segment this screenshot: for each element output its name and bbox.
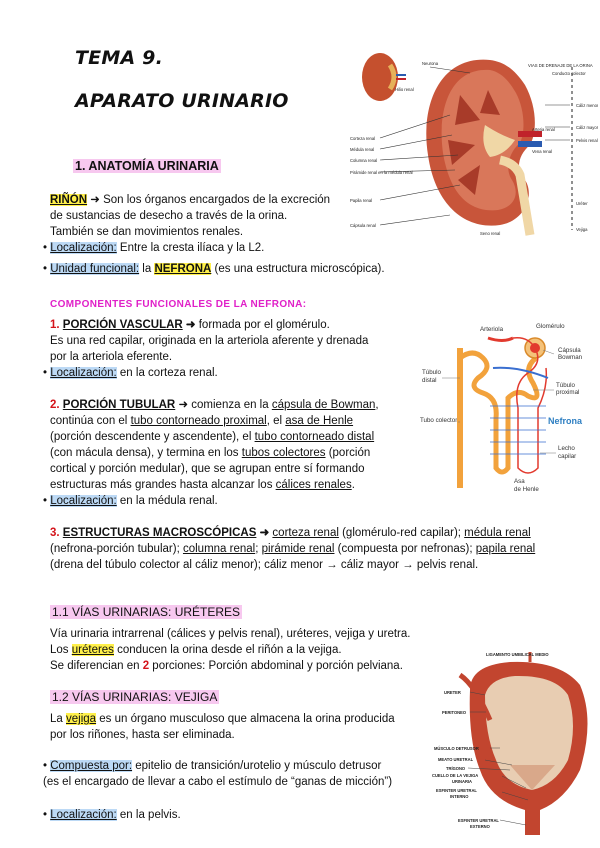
porcion-tubular-localizacion: • Localización: en la médula renal.	[43, 495, 218, 507]
kidney-label-vena: Vena renal	[532, 149, 553, 154]
kidney-label-caliz-mayor: Cáliz mayor	[576, 125, 598, 130]
vejiga-localizacion: • Localización: en la pelvis.	[43, 809, 181, 821]
nephron-label-nefrona: Nefrona	[548, 416, 583, 426]
unidad-funcional: • Unidad funcional: la NEFRONA (es una estructura microscópica).	[43, 263, 385, 275]
nefrona-term: NEFRONA	[154, 263, 212, 275]
bladder-label-esf-int-1: ESFINTER URETRAL	[436, 788, 477, 793]
kidney-label-pelvis: Pelvis renal	[576, 138, 598, 143]
kidney-label-arteria: Arteria renal	[532, 127, 555, 132]
kidney-label-caliz-menor: Cáliz menor	[576, 103, 598, 108]
nephron-label-arteriola: Arteriola	[480, 326, 504, 333]
section-heading-anatomia: 1. ANATOMÍA URINARIA	[75, 159, 219, 173]
bladder-label-esf-ext-1: ESFINTER URETRAL	[458, 818, 499, 823]
kidney-label-ureter: Uréter	[576, 201, 588, 206]
kidney-label-conducto: Conducto colector	[552, 71, 586, 76]
nephron-label-lecho-2: capilar	[558, 453, 577, 460]
vejiga-compuesta-line-2: (es el encargado de llevar a cabo el estímulo de “ganas de micción”)	[43, 776, 393, 788]
estructuras-line-1: 3. ESTRUCTURAS MACROSCÓPICAS ➜ corteza renal (glomérulo-red capilar); médula renal	[50, 527, 531, 539]
bladder-label-cuello-2: URINARIA	[452, 779, 473, 784]
ureteres-line-1: Vía urinaria intrarrenal (cálices y pelvis renal), uréteres, vejiga y uretra.	[50, 628, 411, 640]
nephron-label-capsula: Cápsula	[558, 347, 581, 354]
section-heading-vejiga: 1.2 VÍAS URINARIAS: VEJIGA	[52, 690, 218, 704]
bladder-label-esf-int-2: INTERNO	[450, 794, 469, 799]
estructuras-line-2: (nefrona-porción tubular); columna renal; pirámide renal (compuesta por nefronas); papila renal	[50, 543, 536, 555]
rinon-line-1: RIÑÓN ➜ Son los órganos encargados de la excreción	[50, 194, 331, 206]
vejiga-term: vejiga	[66, 713, 97, 725]
vejiga-line-2: por los riñones, hasta ser eliminada.	[50, 729, 235, 741]
bladder-label-trigono: TRÍGONO	[446, 766, 466, 771]
rinon-term: RIÑÓN	[50, 194, 88, 206]
nephron-label-asa-2: de Henle	[514, 486, 539, 493]
kidney-label-hilio: Hilio renal	[395, 87, 414, 92]
porcion-vascular-line-1: 1. PORCIÓN VASCULAR ➜ formada por el glomérulo.	[50, 319, 330, 331]
bladder-label-peritoneo: PERITONEO	[442, 710, 467, 715]
kidney-label-piramide: Pirámide renal en la médula renal	[350, 170, 413, 175]
kidney-label-columna: Columna renal	[350, 158, 378, 163]
bladder-label-meato: MEATO URETRAL	[438, 757, 474, 762]
porcion-vascular-line-3: por la arteriola eferente.	[50, 351, 173, 363]
kidney-label-vias: VIAS DE DRENAJE DE LA ORINA	[528, 63, 593, 68]
nephron-label-glomerulo: Glomérulo	[536, 323, 565, 330]
bladder-label-ureter: URETER	[444, 690, 461, 695]
nephron-label-tprox-2: proximal	[556, 389, 580, 396]
kidney-label-neurona: Neurona	[422, 61, 439, 66]
porcion-vascular-term: PORCIÓN VASCULAR	[62, 319, 183, 331]
kidney-label-corteza: Corteza renal	[350, 136, 376, 141]
porcion-tubular-line-5: cortical y porción medular), que se agrupan entre sí formando	[50, 463, 365, 475]
bladder-label-ligamento: LIGAMENTO UMBILICAL MEDIO	[486, 652, 549, 657]
bladder-figure	[430, 650, 600, 840]
componentes-heading: COMPONENTES FUNCIONALES DE LA NEFRONA:	[50, 299, 307, 310]
kidney-label-seno: Seno renal	[480, 231, 501, 236]
page-subtitle: APARATO URINARIO	[75, 90, 289, 112]
kidney-label-medula: Médula renal	[350, 147, 375, 152]
bladder-label-musculo: MÚSCULO DETRUSOR	[434, 746, 479, 751]
bladder-label-esf-ext-2: EXTERNO	[470, 824, 490, 829]
estructuras-term: ESTRUCTURAS MACROSCÓPICAS	[62, 527, 257, 539]
kidney-label-papila: Papila renal	[350, 198, 373, 203]
porcion-tubular-line-6: estructuras más grandes hasta alcanzar los cálices renales.	[50, 479, 355, 491]
porcion-tubular-line-4: (con mácula densa), y termina en los tubos colectores (porción	[50, 447, 371, 459]
vejiga-line-1: La vejiga es un órgano musculoso que almacena la orina producida	[50, 713, 395, 725]
kidney-label-vejiga: Vejiga	[576, 227, 588, 232]
nephron-label-tdistal-2: distal	[422, 377, 437, 384]
porcion-vascular-line-2: Es una red capilar, originada en la arteriola aferente y drenada	[50, 335, 369, 347]
vejiga-compuesta: • Compuesta por: epitelio de transición/urotelio y músculo detrusor	[43, 760, 382, 772]
porcion-vascular-localizacion: • Localización: en la corteza renal.	[43, 367, 218, 379]
ureteres-line-3: Se diferencian en 2 porciones: Porción abdominal y porción pelviana.	[50, 660, 403, 672]
nephron-label-asa-1: Asa	[514, 478, 525, 485]
rinon-localizacion: • Localización: Entre la cresta ilíaca y la L2.	[43, 242, 265, 254]
ureteres-line-2: Los uréteres conducen la orina desde el riñón a la vejiga.	[50, 644, 342, 656]
nephron-label-lecho-1: Lecho	[558, 445, 575, 452]
nephron-label-tdistal-1: Túbulo	[422, 369, 441, 376]
page-title: TEMA 9.	[75, 47, 164, 69]
nephron-figure	[418, 318, 600, 500]
kidney-label-capsula: Cápsula renal	[350, 223, 376, 228]
porcion-tubular-line-2: continúa con el tubo contorneado proximal, el asa de Henle	[50, 415, 354, 427]
nephron-label-bowman: Bowman	[558, 354, 583, 361]
porcion-tubular-line-3: (porción descendente y ascendente), el tubo contorneado distal	[50, 431, 375, 443]
nephron-label-tprox-1: Túbulo	[556, 382, 575, 389]
porcion-tubular-term: PORCIÓN TUBULAR	[62, 399, 176, 411]
estructuras-line-3: (drena del túbulo colector al cáliz menor); cáliz menor → cáliz mayor → pelvis renal.	[50, 559, 479, 571]
rinon-line-3: También se dan movimientos renales.	[50, 226, 244, 238]
kidney-anatomy-figure	[340, 45, 598, 245]
ureteres-term: uréteres	[71, 644, 114, 656]
rinon-line-2: de sustancias de desecho a través de la orina.	[50, 210, 288, 222]
nephron-label-tubo-colector: Tubo colector	[420, 417, 458, 424]
bladder-label-cuello-1: CUELLO DE LA VEJIGA	[432, 773, 479, 778]
porcion-tubular-line-1: 2. PORCIÓN TUBULAR ➜ comienza en la cápsula de Bowman,	[50, 399, 379, 411]
section-heading-ureteres: 1.1 VÍAS URINARIAS: URÉTERES	[52, 605, 241, 619]
